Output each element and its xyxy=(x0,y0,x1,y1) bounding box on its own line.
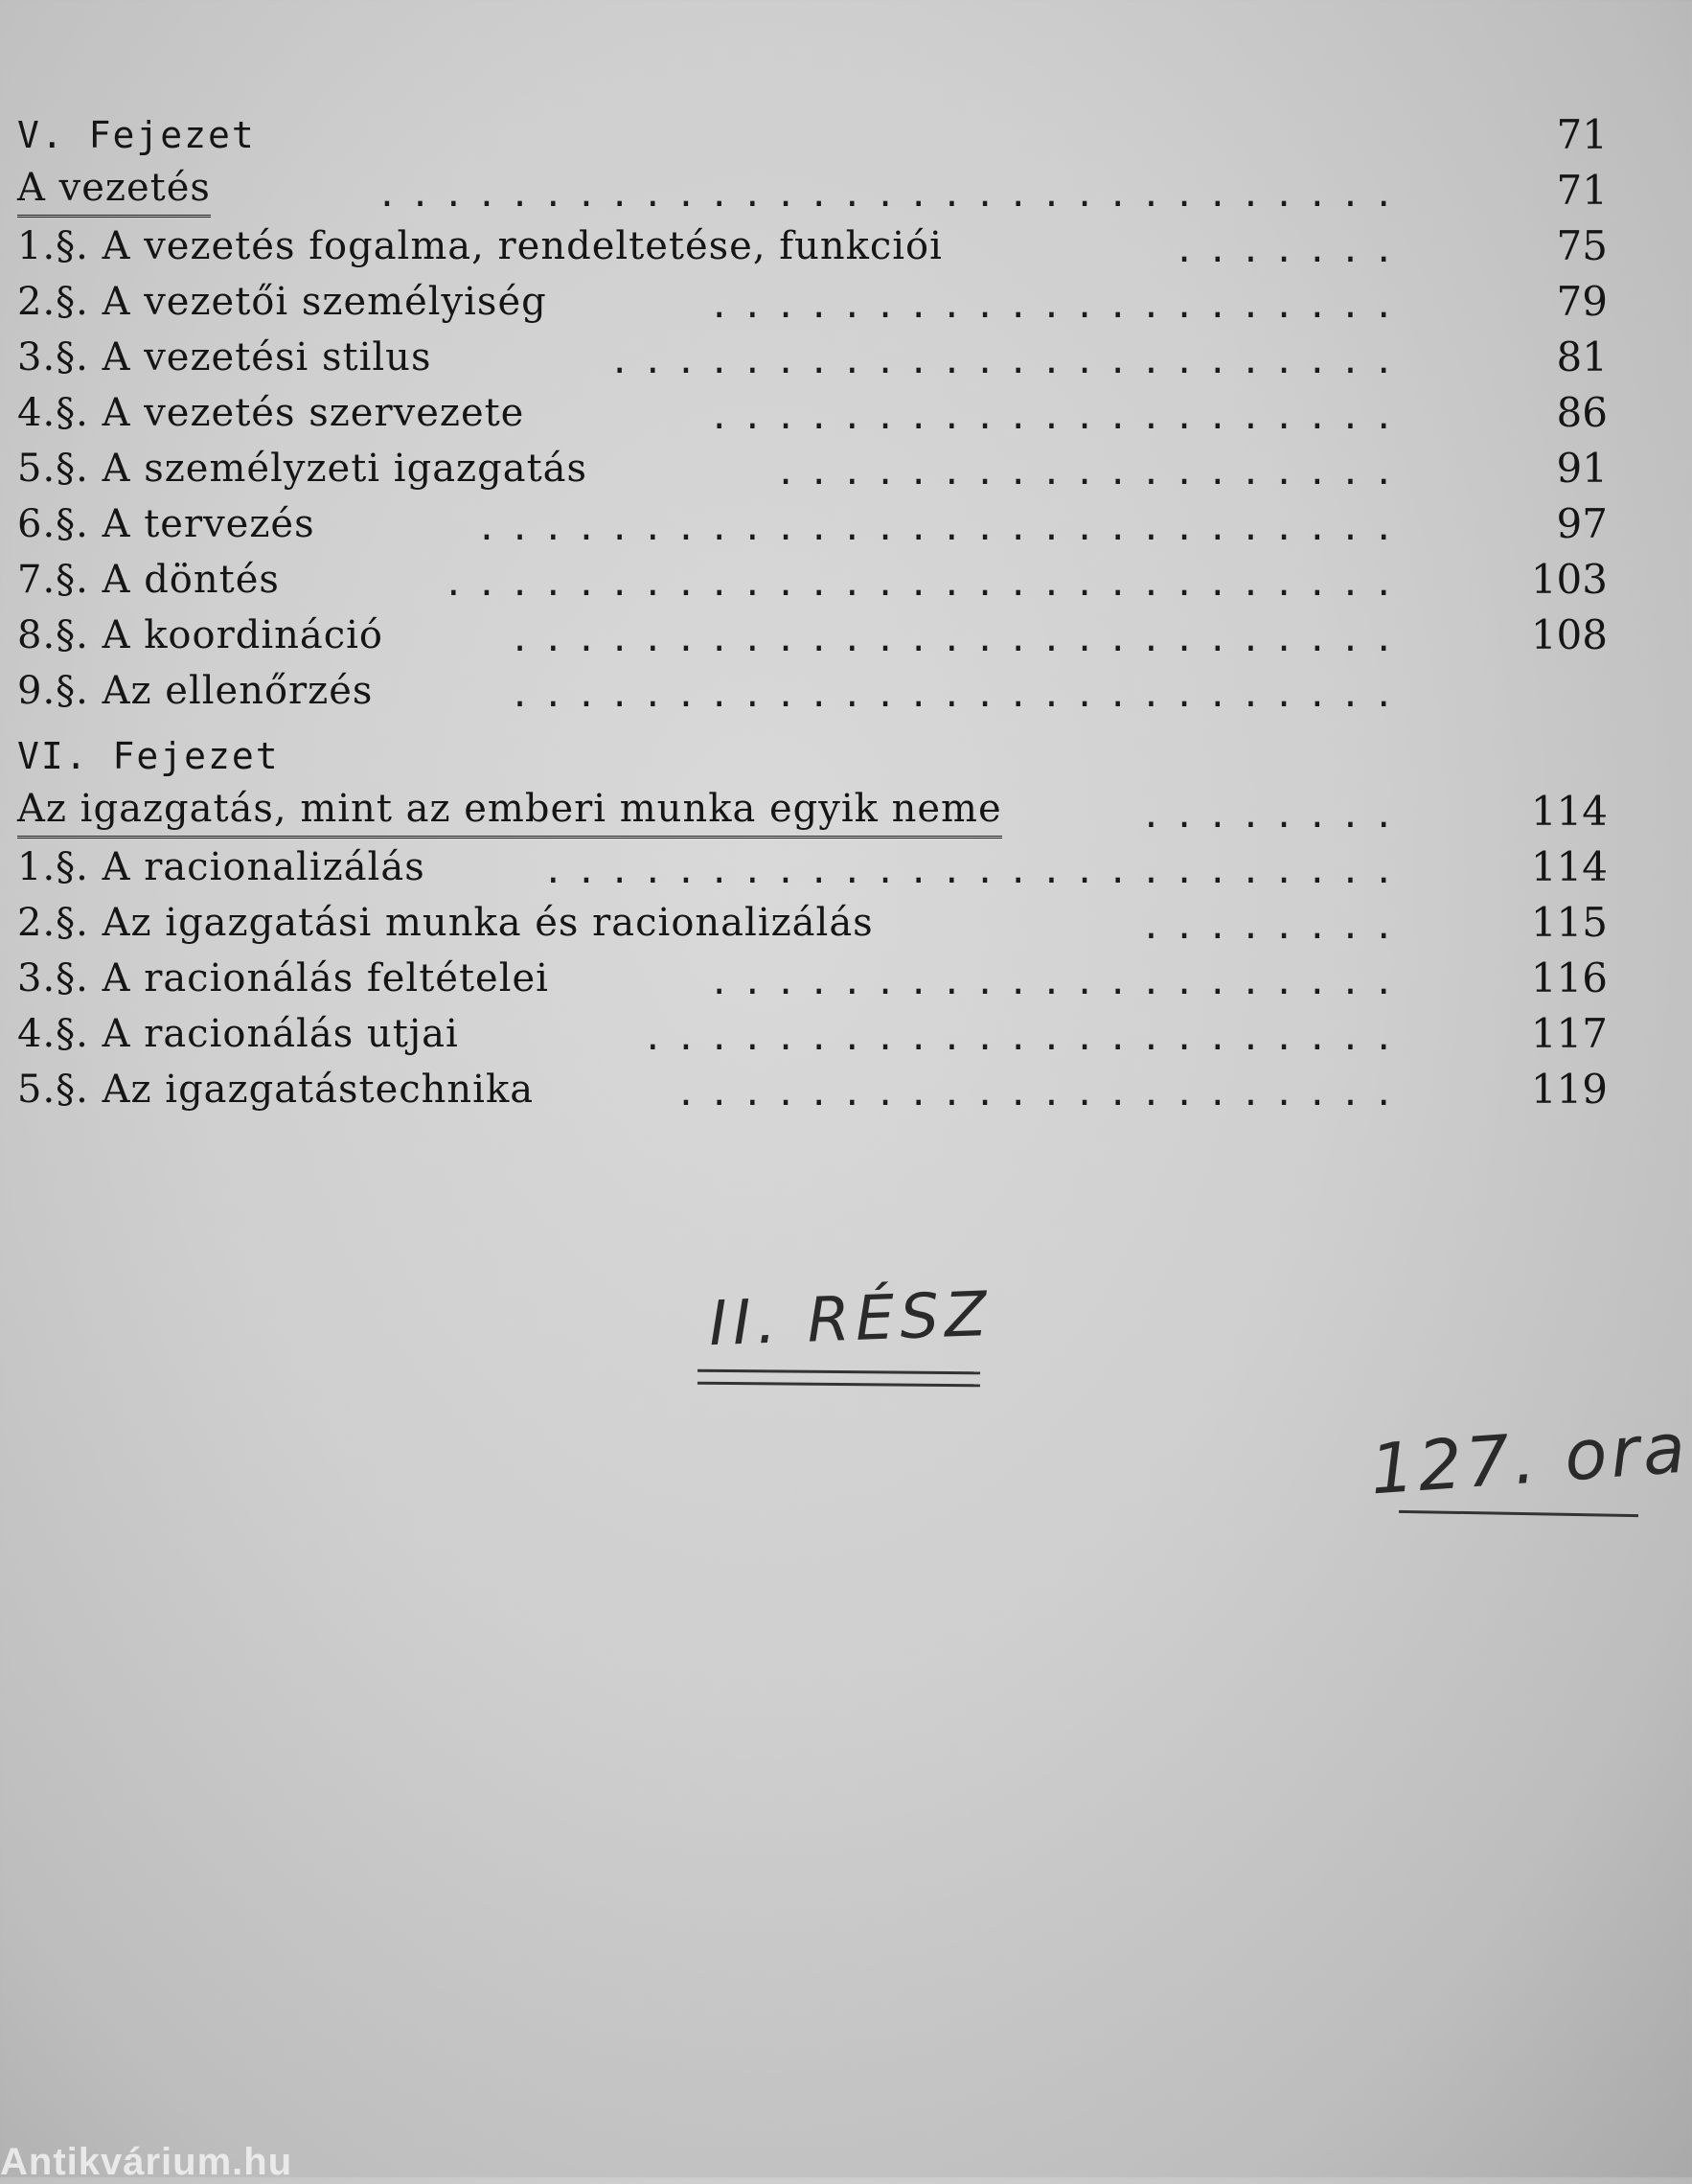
leader-dots: ....... xyxy=(1174,231,1406,270)
leader-dots: ........ xyxy=(1140,908,1406,947)
section-label: 3.§. A vezetési stilus xyxy=(17,335,432,379)
page-number: 114 xyxy=(1530,843,1608,890)
section-label: 4.§. A racionálás utjai xyxy=(17,1012,459,1056)
section-label: 4.§. A vezetés szervezete xyxy=(17,391,525,435)
handwritten-part-note: II. RÉSZ xyxy=(707,1278,995,1361)
chapter-title-row xyxy=(17,784,1608,839)
leader-dots: ........................ xyxy=(608,342,1406,381)
page-number: 86 xyxy=(1556,389,1608,436)
toc-entry xyxy=(17,1062,1608,1117)
toc-entry xyxy=(17,839,1608,895)
chapter-title-row xyxy=(17,163,1608,218)
section-label: 3.§. A racionálás feltételei xyxy=(17,956,549,1000)
watermark: Antikvárium.hu xyxy=(0,2141,293,2183)
page-number: 97 xyxy=(1556,500,1608,547)
toc-entry xyxy=(17,663,1608,719)
toc-entry xyxy=(17,218,1608,274)
page-number: 71 xyxy=(1556,111,1608,158)
leader-dots: ............................... xyxy=(377,175,1406,215)
section-label: 9.§. Az ellenőrzés xyxy=(17,669,374,713)
section-label: 6.§. A tervezés xyxy=(17,502,315,546)
chapter-label-row xyxy=(17,107,1608,163)
leader-dots: ........................... xyxy=(509,676,1406,715)
toc-entry xyxy=(17,274,1608,330)
leader-dots: ..................... xyxy=(708,963,1406,1002)
toc-entry xyxy=(17,441,1608,496)
section-label: 1.§. A racionalizálás xyxy=(17,845,425,889)
toc-entry xyxy=(17,552,1608,608)
leader-dots: ..................... xyxy=(708,287,1406,326)
toc-entry xyxy=(17,608,1608,663)
toc-entry xyxy=(17,385,1608,441)
section-label: 5.§. Az igazgatástechnika xyxy=(17,1068,535,1112)
page-number: 75 xyxy=(1556,222,1608,269)
leader-dots: ....................... xyxy=(642,1019,1406,1058)
chapter-label: VI. Fejezet xyxy=(17,735,280,777)
section-label: 8.§. A koordináció xyxy=(17,613,384,657)
toc-entry xyxy=(17,330,1608,385)
leader-dots: .......................... xyxy=(542,852,1406,891)
chapter-title: Az igazgatás, mint az emberi munka egyik neme xyxy=(17,784,1002,839)
toc-entry xyxy=(17,1006,1608,1062)
page-number: 71 xyxy=(1556,167,1608,214)
handwritten-page-note: 127. ora xyxy=(1367,1407,1692,1510)
leader-dots: ...................... xyxy=(675,1074,1406,1114)
page-number: 103 xyxy=(1530,556,1608,603)
toc-entry xyxy=(17,951,1608,1006)
page-number: 81 xyxy=(1556,333,1608,380)
section-label: 7.§. A döntés xyxy=(17,558,280,602)
toc-entry xyxy=(17,895,1608,951)
section-label: 2.§. A vezetői személyiség xyxy=(17,280,547,324)
page-number: 91 xyxy=(1556,445,1608,492)
handwritten-underline xyxy=(1399,1510,1638,1517)
toc-entry xyxy=(17,496,1608,552)
section-label: 5.§. A személyzeti igazgatás xyxy=(17,447,588,491)
page-number: 119 xyxy=(1530,1066,1608,1113)
chapter-title: A vezetés xyxy=(17,163,211,218)
leader-dots: ................... xyxy=(775,453,1406,493)
page-number: 79 xyxy=(1556,278,1608,325)
page-number: 117 xyxy=(1530,1010,1608,1057)
leader-dots: ........ xyxy=(1140,796,1406,836)
leader-dots: ..................... xyxy=(708,398,1406,437)
chapter-label-row xyxy=(17,728,1608,784)
leader-dots: ............................. xyxy=(443,564,1406,604)
section-label: 1.§. A vezetés fogalma, rendeltetése, funkciói xyxy=(17,224,943,268)
section-label: 2.§. Az igazgatási munka és racionalizálás xyxy=(17,901,874,945)
page-number: 114 xyxy=(1530,788,1608,835)
page-number: 108 xyxy=(1530,611,1608,658)
leader-dots: ............................ xyxy=(476,509,1406,548)
leader-dots: ........................... xyxy=(509,620,1406,659)
chapter-label: V. Fejezet xyxy=(17,114,256,156)
page-number: 115 xyxy=(1530,899,1608,946)
page-number: 116 xyxy=(1530,954,1608,1001)
handwritten-underline xyxy=(697,1369,980,1388)
